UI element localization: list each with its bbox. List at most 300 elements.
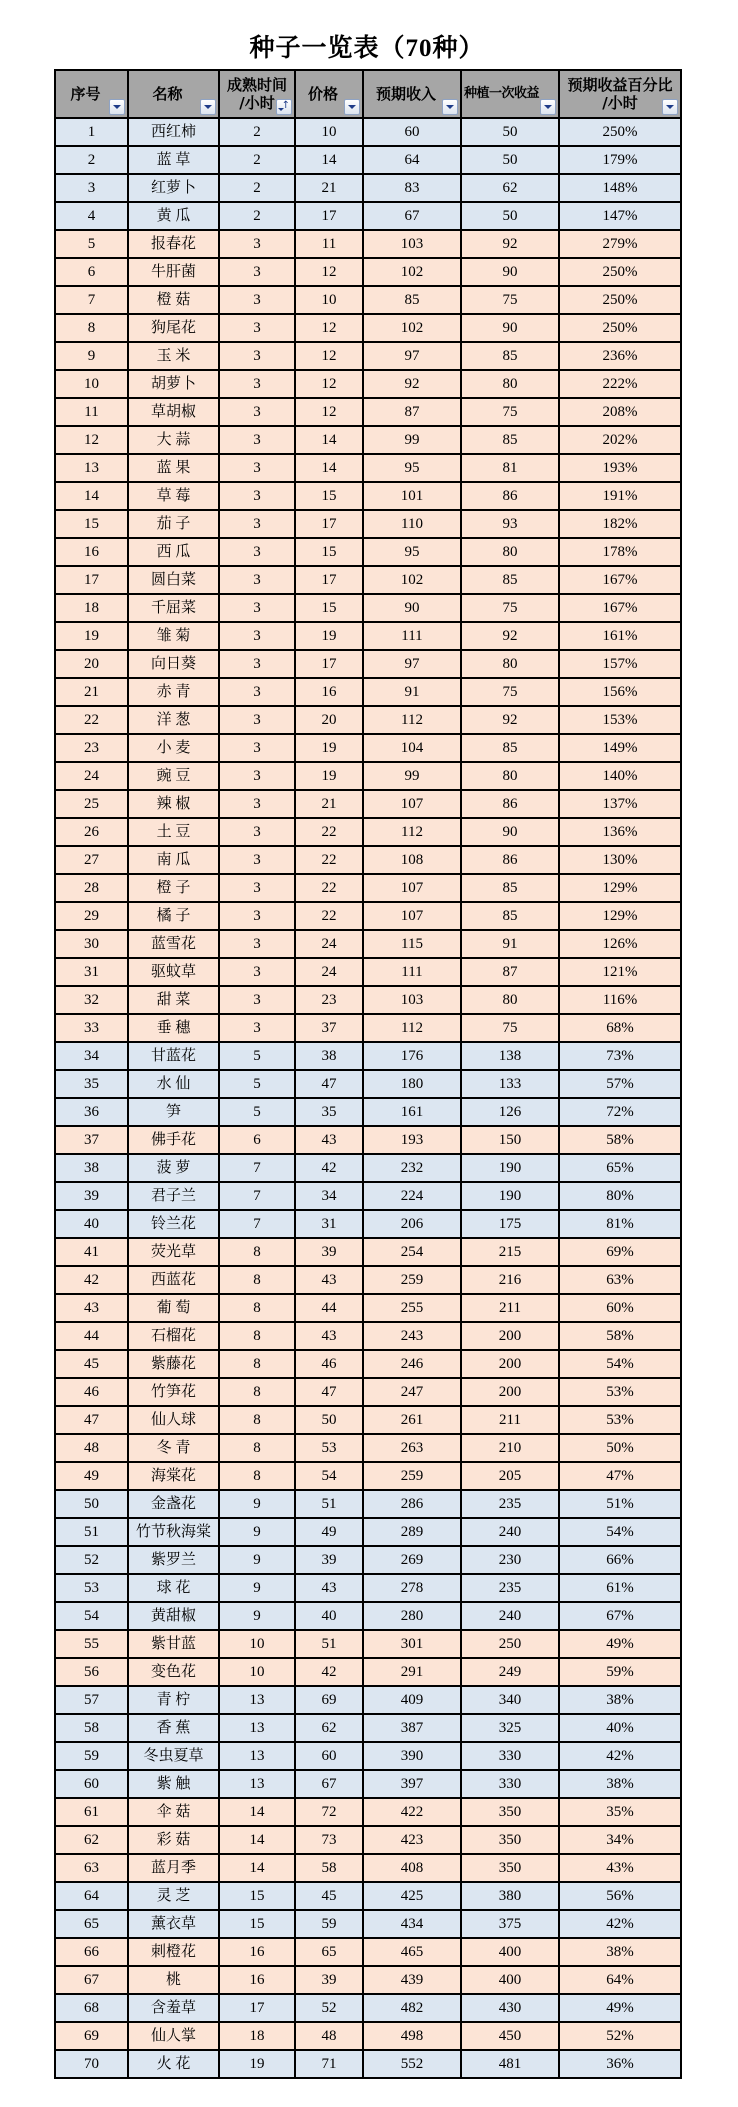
cell-no: 60	[55, 1770, 128, 1798]
cell-income: 91	[363, 678, 461, 706]
table-row	[55, 566, 681, 594]
cell-profit: 450	[461, 2022, 559, 2050]
cell-no: 14	[55, 482, 128, 510]
table-row	[55, 1658, 681, 1686]
cell-income: 67	[363, 202, 461, 230]
cell-no: 54	[55, 1602, 128, 1630]
chevron-down-icon	[113, 105, 121, 109]
cell-pct: 53%	[559, 1378, 681, 1406]
cell-price: 71	[295, 2050, 363, 2078]
cell-no: 6	[55, 258, 128, 286]
cell-profit: 50	[461, 146, 559, 174]
table-row	[55, 202, 681, 230]
table-row	[55, 1462, 681, 1490]
cell-hours: 6	[219, 1126, 295, 1154]
cell-profit: 380	[461, 1882, 559, 1910]
cell-name: 向日葵	[128, 650, 219, 678]
cell-profit: 210	[461, 1434, 559, 1462]
cell-income: 95	[363, 538, 461, 566]
cell-profit: 200	[461, 1378, 559, 1406]
cell-income: 107	[363, 790, 461, 818]
filter-dropdown-income[interactable]	[442, 99, 458, 115]
cell-pct: 61%	[559, 1574, 681, 1602]
cell-income: 95	[363, 454, 461, 482]
cell-profit: 50	[461, 118, 559, 146]
cell-income: 552	[363, 2050, 461, 2078]
chevron-down-icon	[666, 105, 674, 109]
cell-pct: 54%	[559, 1518, 681, 1546]
cell-no: 24	[55, 762, 128, 790]
cell-price: 14	[295, 454, 363, 482]
cell-no: 9	[55, 342, 128, 370]
cell-pct: 116%	[559, 986, 681, 1014]
cell-hours: 3	[219, 230, 295, 258]
cell-profit: 400	[461, 1966, 559, 1994]
table-row	[55, 342, 681, 370]
cell-name: 辣 椒	[128, 790, 219, 818]
cell-hours: 15	[219, 1882, 295, 1910]
cell-profit: 75	[461, 1014, 559, 1042]
cell-hours: 2	[219, 202, 295, 230]
cell-name: 竹笋花	[128, 1378, 219, 1406]
header-name-label: 名称	[152, 85, 183, 103]
cell-income: 439	[363, 1966, 461, 1994]
cell-income: 99	[363, 426, 461, 454]
cell-name: 菠 萝	[128, 1154, 219, 1182]
cell-price: 24	[295, 958, 363, 986]
cell-income: 97	[363, 342, 461, 370]
cell-price: 42	[295, 1658, 363, 1686]
cell-pct: 68%	[559, 1014, 681, 1042]
cell-income: 176	[363, 1042, 461, 1070]
table-row	[55, 1770, 681, 1798]
cell-income: 110	[363, 510, 461, 538]
cell-name: 圆白菜	[128, 566, 219, 594]
cell-income: 97	[363, 650, 461, 678]
cell-name: 黄甜椒	[128, 1602, 219, 1630]
cell-hours: 3	[219, 398, 295, 426]
cell-price: 40	[295, 1602, 363, 1630]
cell-profit: 62	[461, 174, 559, 202]
cell-income: 87	[363, 398, 461, 426]
header-income	[363, 70, 461, 118]
cell-price: 49	[295, 1518, 363, 1546]
cell-income: 180	[363, 1070, 461, 1098]
cell-hours: 3	[219, 370, 295, 398]
sort-ascending-icon: ↑	[281, 100, 290, 111]
table-row	[55, 1490, 681, 1518]
cell-no: 5	[55, 230, 128, 258]
cell-hours: 9	[219, 1574, 295, 1602]
cell-no: 43	[55, 1294, 128, 1322]
cell-price: 67	[295, 1770, 363, 1798]
cell-price: 23	[295, 986, 363, 1014]
cell-profit: 86	[461, 790, 559, 818]
cell-hours: 3	[219, 846, 295, 874]
cell-no: 55	[55, 1630, 128, 1658]
cell-profit: 90	[461, 818, 559, 846]
table-row	[55, 958, 681, 986]
cell-price: 45	[295, 1882, 363, 1910]
cell-profit: 340	[461, 1686, 559, 1714]
cell-no: 47	[55, 1406, 128, 1434]
cell-pct: 38%	[559, 1938, 681, 1966]
cell-price: 15	[295, 482, 363, 510]
table-row	[55, 2050, 681, 2078]
cell-pct: 49%	[559, 1630, 681, 1658]
cell-pct: 157%	[559, 650, 681, 678]
cell-income: 286	[363, 1490, 461, 1518]
cell-profit: 325	[461, 1714, 559, 1742]
cell-hours: 3	[219, 622, 295, 650]
cell-profit: 126	[461, 1098, 559, 1126]
cell-pct: 69%	[559, 1238, 681, 1266]
cell-income: 269	[363, 1546, 461, 1574]
cell-no: 63	[55, 1854, 128, 1882]
cell-name: 赤 青	[128, 678, 219, 706]
cell-no: 23	[55, 734, 128, 762]
cell-hours: 2	[219, 146, 295, 174]
table-row	[55, 1210, 681, 1238]
cell-no: 20	[55, 650, 128, 678]
table-row	[55, 762, 681, 790]
cell-name: 南 瓜	[128, 846, 219, 874]
cell-income: 255	[363, 1294, 461, 1322]
cell-name: 球 花	[128, 1574, 219, 1602]
cell-hours: 17	[219, 1994, 295, 2022]
cell-profit: 240	[461, 1602, 559, 1630]
cell-hours: 2	[219, 174, 295, 202]
cell-profit: 91	[461, 930, 559, 958]
table-row	[55, 482, 681, 510]
chevron-down-icon	[204, 105, 212, 109]
table-row	[55, 734, 681, 762]
cell-name: 大 蒜	[128, 426, 219, 454]
cell-name: 海棠花	[128, 1462, 219, 1490]
cell-income: 254	[363, 1238, 461, 1266]
cell-hours: 3	[219, 538, 295, 566]
cell-hours: 5	[219, 1070, 295, 1098]
cell-price: 54	[295, 1462, 363, 1490]
filter-dropdown-price[interactable]	[344, 99, 360, 115]
table-row	[55, 1266, 681, 1294]
cell-hours: 8	[219, 1238, 295, 1266]
cell-income: 408	[363, 1854, 461, 1882]
cell-hours: 18	[219, 2022, 295, 2050]
cell-pct: 250%	[559, 118, 681, 146]
filter-dropdown-no[interactable]	[109, 99, 125, 115]
cell-pct: 147%	[559, 202, 681, 230]
cell-name: 狗尾花	[128, 314, 219, 342]
cell-no: 28	[55, 874, 128, 902]
table-row	[55, 538, 681, 566]
cell-name: 千屈菜	[128, 594, 219, 622]
cell-price: 17	[295, 510, 363, 538]
cell-price: 19	[295, 762, 363, 790]
table-row	[55, 1546, 681, 1574]
cell-hours: 7	[219, 1210, 295, 1238]
table-row	[55, 454, 681, 482]
cell-price: 24	[295, 930, 363, 958]
cell-price: 38	[295, 1042, 363, 1070]
cell-price: 34	[295, 1182, 363, 1210]
cell-pct: 66%	[559, 1546, 681, 1574]
cell-income: 111	[363, 622, 461, 650]
cell-no: 21	[55, 678, 128, 706]
cell-profit: 205	[461, 1462, 559, 1490]
cell-profit: 230	[461, 1546, 559, 1574]
cell-price: 59	[295, 1910, 363, 1938]
cell-profit: 75	[461, 398, 559, 426]
cell-hours: 3	[219, 454, 295, 482]
cell-no: 35	[55, 1070, 128, 1098]
cell-no: 34	[55, 1042, 128, 1070]
cell-hours: 8	[219, 1462, 295, 1490]
cell-pct: 153%	[559, 706, 681, 734]
cell-pct: 73%	[559, 1042, 681, 1070]
cell-income: 102	[363, 258, 461, 286]
cell-name: 蓝 草	[128, 146, 219, 174]
table-row	[55, 706, 681, 734]
cell-profit: 330	[461, 1770, 559, 1798]
cell-profit: 50	[461, 202, 559, 230]
cell-name: 冬虫夏草	[128, 1742, 219, 1770]
table-row	[55, 1574, 681, 1602]
cell-hours: 16	[219, 1966, 295, 1994]
cell-no: 56	[55, 1658, 128, 1686]
cell-pct: 34%	[559, 1826, 681, 1854]
cell-no: 41	[55, 1238, 128, 1266]
table-row	[55, 1406, 681, 1434]
cell-no: 69	[55, 2022, 128, 2050]
cell-profit: 138	[461, 1042, 559, 1070]
table-row	[55, 790, 681, 818]
cell-profit: 80	[461, 538, 559, 566]
cell-income: 107	[363, 874, 461, 902]
cell-profit: 250	[461, 1630, 559, 1658]
cell-profit: 330	[461, 1742, 559, 1770]
table-row	[55, 1630, 681, 1658]
table-row	[55, 1910, 681, 1938]
table-row	[55, 174, 681, 202]
cell-no: 27	[55, 846, 128, 874]
cell-hours: 13	[219, 1742, 295, 1770]
cell-pct: 49%	[559, 1994, 681, 2022]
cell-hours: 3	[219, 566, 295, 594]
cell-price: 43	[295, 1574, 363, 1602]
cell-name: 竹节秋海棠	[128, 1518, 219, 1546]
cell-price: 22	[295, 818, 363, 846]
cell-income: 101	[363, 482, 461, 510]
cell-income: 465	[363, 1938, 461, 1966]
cell-income: 232	[363, 1154, 461, 1182]
cell-profit: 80	[461, 986, 559, 1014]
cell-pct: 58%	[559, 1126, 681, 1154]
cell-hours: 13	[219, 1770, 295, 1798]
cell-name: 蓝 果	[128, 454, 219, 482]
cell-no: 16	[55, 538, 128, 566]
cell-profit: 235	[461, 1490, 559, 1518]
cell-profit: 85	[461, 874, 559, 902]
cell-hours: 5	[219, 1098, 295, 1126]
cell-income: 246	[363, 1350, 461, 1378]
cell-pct: 179%	[559, 146, 681, 174]
cell-hours: 3	[219, 762, 295, 790]
cell-price: 39	[295, 1238, 363, 1266]
cell-pct: 53%	[559, 1406, 681, 1434]
cell-profit: 93	[461, 510, 559, 538]
cell-pct: 129%	[559, 902, 681, 930]
cell-name: 紫甘蓝	[128, 1630, 219, 1658]
cell-name: 伞 菇	[128, 1798, 219, 1826]
header-price	[295, 70, 363, 118]
cell-no: 1	[55, 118, 128, 146]
cell-price: 52	[295, 1994, 363, 2022]
cell-price: 31	[295, 1210, 363, 1238]
cell-profit: 133	[461, 1070, 559, 1098]
cell-no: 25	[55, 790, 128, 818]
cell-name: 小 麦	[128, 734, 219, 762]
filter-dropdown-pct[interactable]	[662, 99, 678, 115]
cell-income: 301	[363, 1630, 461, 1658]
cell-income: 263	[363, 1434, 461, 1462]
cell-no: 68	[55, 1994, 128, 2022]
cell-profit: 350	[461, 1826, 559, 1854]
cell-name: 紫 触	[128, 1770, 219, 1798]
cell-name: 仙人球	[128, 1406, 219, 1434]
cell-pct: 140%	[559, 762, 681, 790]
cell-name: 报春花	[128, 230, 219, 258]
cell-profit: 90	[461, 258, 559, 286]
cell-profit: 87	[461, 958, 559, 986]
cell-name: 红萝卜	[128, 174, 219, 202]
cell-price: 43	[295, 1126, 363, 1154]
cell-price: 12	[295, 314, 363, 342]
cell-pct: 38%	[559, 1770, 681, 1798]
cell-price: 47	[295, 1378, 363, 1406]
filter-dropdown-name[interactable]	[200, 99, 216, 115]
cell-hours: 10	[219, 1658, 295, 1686]
cell-no: 48	[55, 1434, 128, 1462]
cell-pct: 202%	[559, 426, 681, 454]
page-title: 种子一览表（70种）	[249, 35, 485, 62]
cell-profit: 92	[461, 706, 559, 734]
table-row	[55, 2022, 681, 2050]
cell-income: 193	[363, 1126, 461, 1154]
cell-no: 10	[55, 370, 128, 398]
cell-name: 紫罗兰	[128, 1546, 219, 1574]
cell-name: 君子兰	[128, 1182, 219, 1210]
cell-price: 58	[295, 1854, 363, 1882]
cell-no: 64	[55, 1882, 128, 1910]
cell-price: 17	[295, 566, 363, 594]
cell-hours: 3	[219, 482, 295, 510]
cell-pct: 35%	[559, 1798, 681, 1826]
cell-name: 水 仙	[128, 1070, 219, 1098]
table-row	[55, 1994, 681, 2022]
cell-pct: 59%	[559, 1658, 681, 1686]
cell-name: 彩 菇	[128, 1826, 219, 1854]
cell-pct: 250%	[559, 286, 681, 314]
header-hours	[219, 70, 295, 118]
cell-price: 72	[295, 1798, 363, 1826]
cell-name: 橙 子	[128, 874, 219, 902]
cell-no: 3	[55, 174, 128, 202]
cell-price: 19	[295, 734, 363, 762]
cell-no: 42	[55, 1266, 128, 1294]
cell-hours: 8	[219, 1322, 295, 1350]
cell-name: 橘 子	[128, 902, 219, 930]
cell-name: 刺橙花	[128, 1938, 219, 1966]
cell-hours: 16	[219, 1938, 295, 1966]
table-row	[55, 1378, 681, 1406]
cell-pct: 250%	[559, 314, 681, 342]
cell-pct: 63%	[559, 1266, 681, 1294]
cell-income: 92	[363, 370, 461, 398]
cell-name: 石榴花	[128, 1322, 219, 1350]
cell-no: 22	[55, 706, 128, 734]
cell-pct: 50%	[559, 1434, 681, 1462]
cell-income: 60	[363, 118, 461, 146]
cell-no: 29	[55, 902, 128, 930]
cell-hours: 9	[219, 1518, 295, 1546]
table-row	[55, 930, 681, 958]
header-profit	[461, 70, 559, 118]
cell-name: 火 花	[128, 2050, 219, 2078]
cell-no: 45	[55, 1350, 128, 1378]
cell-hours: 3	[219, 790, 295, 818]
cell-price: 39	[295, 1966, 363, 1994]
cell-no: 4	[55, 202, 128, 230]
cell-pct: 126%	[559, 930, 681, 958]
cell-no: 49	[55, 1462, 128, 1490]
cell-hours: 3	[219, 426, 295, 454]
cell-profit: 86	[461, 482, 559, 510]
cell-name: 佛手花	[128, 1126, 219, 1154]
cell-name: 青 柠	[128, 1686, 219, 1714]
cell-no: 70	[55, 2050, 128, 2078]
cell-income: 259	[363, 1266, 461, 1294]
cell-pct: 129%	[559, 874, 681, 902]
table-row	[55, 398, 681, 426]
cell-profit: 200	[461, 1350, 559, 1378]
table-row	[55, 370, 681, 398]
cell-income: 289	[363, 1518, 461, 1546]
filter-dropdown-profit[interactable]	[540, 99, 556, 115]
cell-hours: 3	[219, 818, 295, 846]
header-price-label: 价格	[307, 85, 338, 103]
cell-hours: 8	[219, 1434, 295, 1462]
cell-name: 仙人掌	[128, 2022, 219, 2050]
cell-pct: 65%	[559, 1154, 681, 1182]
cell-name: 桃	[128, 1966, 219, 1994]
cell-name: 茄 子	[128, 510, 219, 538]
cell-no: 39	[55, 1182, 128, 1210]
cell-profit: 81	[461, 454, 559, 482]
header-row	[55, 70, 681, 118]
cell-price: 16	[295, 678, 363, 706]
cell-hours: 3	[219, 286, 295, 314]
cell-pct: 130%	[559, 846, 681, 874]
cell-income: 108	[363, 846, 461, 874]
cell-profit: 85	[461, 734, 559, 762]
table-row	[55, 1070, 681, 1098]
table-row	[55, 1294, 681, 1322]
filter-sort-ascending-hours[interactable]	[276, 99, 292, 115]
cell-pct: 57%	[559, 1070, 681, 1098]
cell-income: 112	[363, 1014, 461, 1042]
table-row	[55, 1014, 681, 1042]
